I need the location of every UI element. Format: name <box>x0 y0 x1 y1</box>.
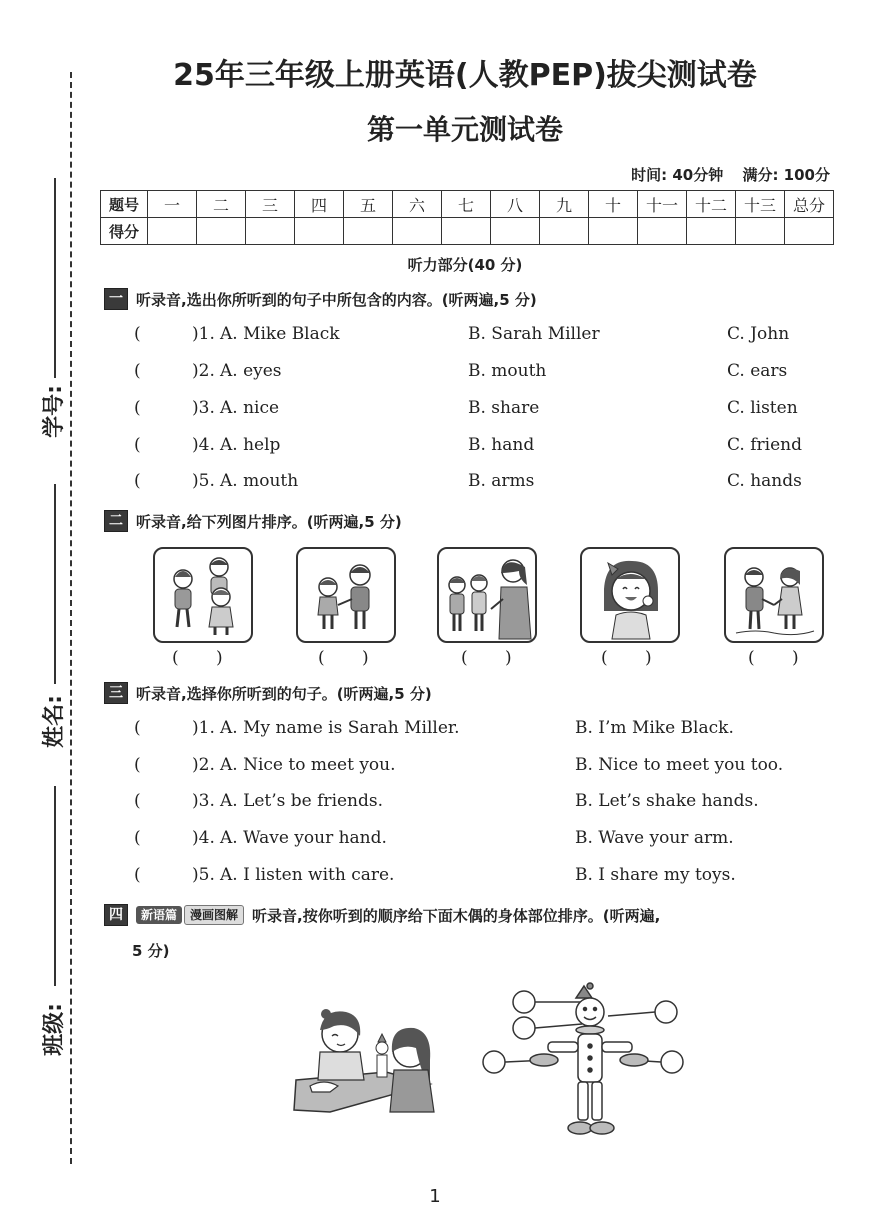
score-input-cell[interactable] <box>197 218 246 245</box>
score-input-cell[interactable] <box>736 218 785 245</box>
s1-question-row: ( )4. A. help B. hand C. friend <box>134 435 802 455</box>
s1-question-row: ( )1. A. Mike Black B. Sarah Miller C. John <box>134 324 790 344</box>
s3-question-row: ( )3. A. Let’s be friends. B. Let’s shake hands. <box>134 791 759 811</box>
score-table-cell: 十二 <box>687 191 736 218</box>
score-table-cell: 十三 <box>736 191 785 218</box>
question-number: )3. <box>192 791 215 811</box>
name-underline <box>54 786 56 986</box>
score-input-cell[interactable] <box>344 218 393 245</box>
puppet-play-illustration <box>290 1000 440 1118</box>
section-2-heading <box>104 510 402 532</box>
class-underline <box>54 178 56 378</box>
option-c: C. ears <box>727 361 788 381</box>
class-label: 班级: <box>41 1003 67 1056</box>
score-input-cell[interactable] <box>589 218 638 245</box>
comic-illustration-tag: 漫画图解 <box>184 905 244 925</box>
option-b: B. share <box>468 398 540 418</box>
option-c: C. John <box>727 324 790 344</box>
score-input-cell[interactable] <box>491 218 540 245</box>
option-a: A. nice <box>220 398 280 418</box>
option-b: B. Nice to meet you too. <box>575 755 784 775</box>
section-4-number: 四 <box>104 904 128 926</box>
score-table-cell: 六 <box>393 191 442 218</box>
question-number: )4. <box>192 828 215 848</box>
option-a: A. help <box>220 435 281 455</box>
question-number: )4. <box>192 435 215 455</box>
s1-question-row: ( )2. A. eyes B. mouth C. ears <box>134 361 788 381</box>
score-table-cell: 二 <box>197 191 246 218</box>
option-c: C. friend <box>727 435 802 455</box>
score-table-cell: 题号 <box>101 191 148 218</box>
section-2-number: 二 <box>104 510 128 532</box>
option-b: B. mouth <box>468 361 547 381</box>
option-b: B. Sarah Miller <box>468 324 600 344</box>
score-table <box>100 190 834 245</box>
exam-meta <box>617 164 830 185</box>
picture-kids-group <box>153 547 253 643</box>
question-number: )2. <box>192 361 215 381</box>
binding-dashed-line <box>70 72 72 1164</box>
answer-circle <box>661 1051 683 1073</box>
score-table-header-row <box>101 191 834 218</box>
question-number: )3. <box>192 398 215 418</box>
score-input-cell[interactable] <box>393 218 442 245</box>
question-number: )5. <box>192 865 215 885</box>
student-id-underline <box>54 484 56 684</box>
option-b: B. I share my toys. <box>575 865 736 885</box>
option-a: A. Let’s be friends. <box>220 791 384 811</box>
time-limit: 时间: 40分钟 <box>631 166 724 184</box>
score-input-cell[interactable] <box>540 218 589 245</box>
section-3-number: 三 <box>104 682 128 704</box>
score-input-cell[interactable] <box>246 218 295 245</box>
s3-question-row: ( )4. A. Wave your hand. B. Wave your arm. <box>134 828 734 848</box>
score-table-cell: 四 <box>295 191 344 218</box>
question-number: )1. <box>192 324 215 344</box>
score-input-cell[interactable] <box>295 218 344 245</box>
score-table-cell: 五 <box>344 191 393 218</box>
score-input-cell[interactable] <box>785 218 834 245</box>
option-b: B. Let’s shake hands. <box>575 791 759 811</box>
score-table-cell: 总分 <box>785 191 834 218</box>
s1-question-row: ( )5. A. mouth B. arms C. hands <box>134 471 802 491</box>
option-a: A. Wave your hand. <box>220 828 387 848</box>
option-b: B. hand <box>468 435 535 455</box>
option-b: B. I’m Mike Black. <box>575 718 734 738</box>
s3-question-row: ( )1. A. My name is Sarah Miller. B. I’m Mike Black. <box>134 718 734 738</box>
section-4-instruction-continued: 5 分) <box>132 942 170 960</box>
student-id-label: 学号: <box>41 385 67 438</box>
s1-question-row: ( )3. A. nice B. share C. listen <box>134 398 798 418</box>
section-1-instruction: 听录音,选出你所听到的句子中所包含的内容。(听两遍,5 分) <box>136 290 537 309</box>
page-number: 1 <box>429 1186 441 1207</box>
listening-part-title: 听力部分(40 分) <box>407 256 523 274</box>
question-number: )5. <box>192 471 215 491</box>
question-number: )2. <box>192 755 215 775</box>
picture-shaking-hands <box>724 547 824 643</box>
section-1-heading <box>104 288 537 310</box>
score-row-label: 得分 <box>101 218 148 245</box>
score-table-cell: 三 <box>246 191 295 218</box>
section-4-heading <box>104 904 660 926</box>
score-table-cell: 十一 <box>638 191 687 218</box>
option-a: A. Mike Black <box>220 324 340 344</box>
section-3-instruction: 听录音,选择你所听到的句子。(听两遍,5 分) <box>136 684 432 703</box>
page-title: 25年三年级上册英语(人教PEP)拔尖测试卷 <box>173 58 757 93</box>
section-1-number: 一 <box>104 288 128 310</box>
score-table-cell: 十 <box>589 191 638 218</box>
option-a: A. I listen with care. <box>220 865 395 885</box>
puppet-body-parts-diagram <box>478 982 690 1142</box>
s3-question-row: ( )2. A. Nice to meet you. B. Nice to meet you too. <box>134 755 784 775</box>
s3-question-row: ( )5. A. I listen with care. B. I share my toys. <box>134 865 736 885</box>
option-a: A. eyes <box>220 361 282 381</box>
score-input-cell[interactable] <box>148 218 197 245</box>
score-table-cell: 九 <box>540 191 589 218</box>
answer-circle <box>655 1001 677 1023</box>
answer-circle <box>483 1051 505 1073</box>
score-table-cell: 八 <box>491 191 540 218</box>
picture-kids-with-teacher <box>437 547 537 643</box>
option-c: C. hands <box>727 471 802 491</box>
section-4-instruction: 听录音,按你听到的顺序给下面木偶的身体部位排序。(听两遍, <box>252 906 661 925</box>
picture-boy-and-girl <box>296 547 396 643</box>
picture-smiling-girl <box>580 547 680 643</box>
score-table-cell: 七 <box>442 191 491 218</box>
option-a: A. mouth <box>220 471 299 491</box>
option-c: C. listen <box>727 398 798 418</box>
score-table-score-row <box>101 218 834 245</box>
option-a: A. My name is Sarah Miller. <box>220 718 460 738</box>
section-2-instruction: 听录音,给下列图片排序。(听两遍,5 分) <box>136 512 402 531</box>
name-label: 姓名: <box>41 695 67 748</box>
option-b: B. arms <box>468 471 535 491</box>
score-input-cell[interactable] <box>638 218 687 245</box>
full-score: 满分: 100分 <box>742 166 830 184</box>
score-table-cell: 一 <box>148 191 197 218</box>
answer-circle <box>513 991 535 1013</box>
answer-circle <box>513 1017 535 1039</box>
page-subtitle: 第一单元测试卷 <box>366 113 563 146</box>
section-3-heading <box>104 682 432 704</box>
option-b: B. Wave your arm. <box>575 828 734 848</box>
option-a: A. Nice to meet you. <box>220 755 396 775</box>
score-input-cell[interactable] <box>442 218 491 245</box>
question-number: )1. <box>192 718 215 738</box>
new-passage-tag: 新语篇 <box>136 906 182 924</box>
score-input-cell[interactable] <box>687 218 736 245</box>
